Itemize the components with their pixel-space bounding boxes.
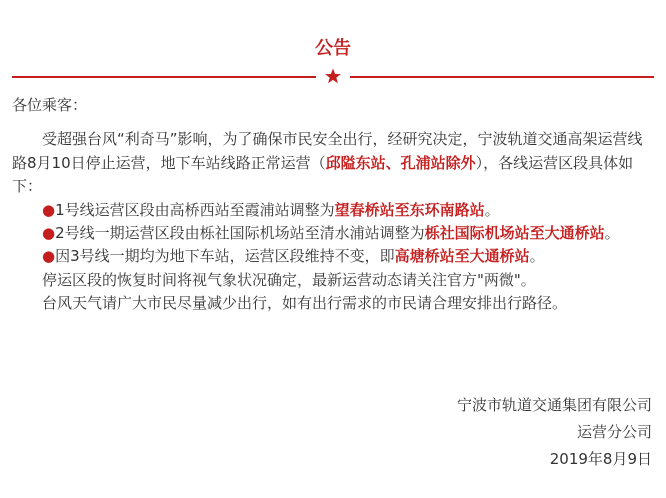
recovery-note: 停运区段的恢复时间将视气象状况确定，最新运营动态请关注官方"两微"。 bbox=[42, 270, 536, 289]
bullet-dot-icon: ● bbox=[42, 200, 56, 219]
signature-dept: 运营分公司 bbox=[576, 423, 652, 441]
title-divider bbox=[12, 68, 654, 88]
star-icon bbox=[325, 68, 341, 84]
travel-note: 台风天气请广大市民尽量减少出行，如有出行需求的市民请合理安排出行路径。 bbox=[42, 294, 568, 313]
line-1-item bbox=[12, 199, 654, 222]
divider-line-left bbox=[12, 76, 316, 78]
signature-block bbox=[457, 392, 652, 473]
line-3-item bbox=[12, 245, 654, 268]
bullet-dot-icon: ● bbox=[42, 224, 56, 243]
announcement-body bbox=[12, 94, 654, 316]
line-2-text: 2号线一期运营区段由栎社国际机场站至清水浦站调整为 bbox=[55, 224, 425, 243]
intro-text-1: 受超强台风“利奇马”影响，为了确保市民安全出行，经研究决定，宁波轨道交通高架运营线路8月10日停止运营，地下车站线路正常运营（ bbox=[12, 130, 643, 172]
line-2-item bbox=[12, 222, 654, 245]
line-3-text: 因3号线一期均为地下车站，运营区段维持不变，即 bbox=[55, 247, 395, 266]
greeting: 各位乘客： bbox=[12, 96, 88, 114]
intro-text-2: ），各线运营区段具体如下： bbox=[12, 153, 634, 196]
line-3-end: 。 bbox=[529, 247, 545, 266]
signature-org: 宁波市轨道交通集团有限公司 bbox=[456, 396, 652, 414]
line-2-end: 。 bbox=[604, 224, 620, 243]
page-title: 公告 bbox=[315, 38, 351, 59]
divider-line-right bbox=[350, 76, 654, 78]
line-1-text: 1号线运营区段由高桥西站至霞浦站调整为 bbox=[55, 200, 335, 219]
line-1-highlight: 望春桥站至东环南路站 bbox=[334, 200, 485, 219]
line-3-highlight: 高塘桥站至大通桥站 bbox=[394, 247, 530, 266]
intro-highlight: 邱隘东站、孔浦站除外 bbox=[325, 153, 476, 172]
bullet-dot-icon: ● bbox=[42, 247, 56, 266]
signature-date: 2019年8月9日 bbox=[549, 450, 652, 468]
line-2-highlight: 栎社国际机场站至大通桥站 bbox=[424, 224, 605, 243]
line-1-end: 。 bbox=[484, 200, 500, 219]
intro-paragraph bbox=[12, 128, 654, 198]
